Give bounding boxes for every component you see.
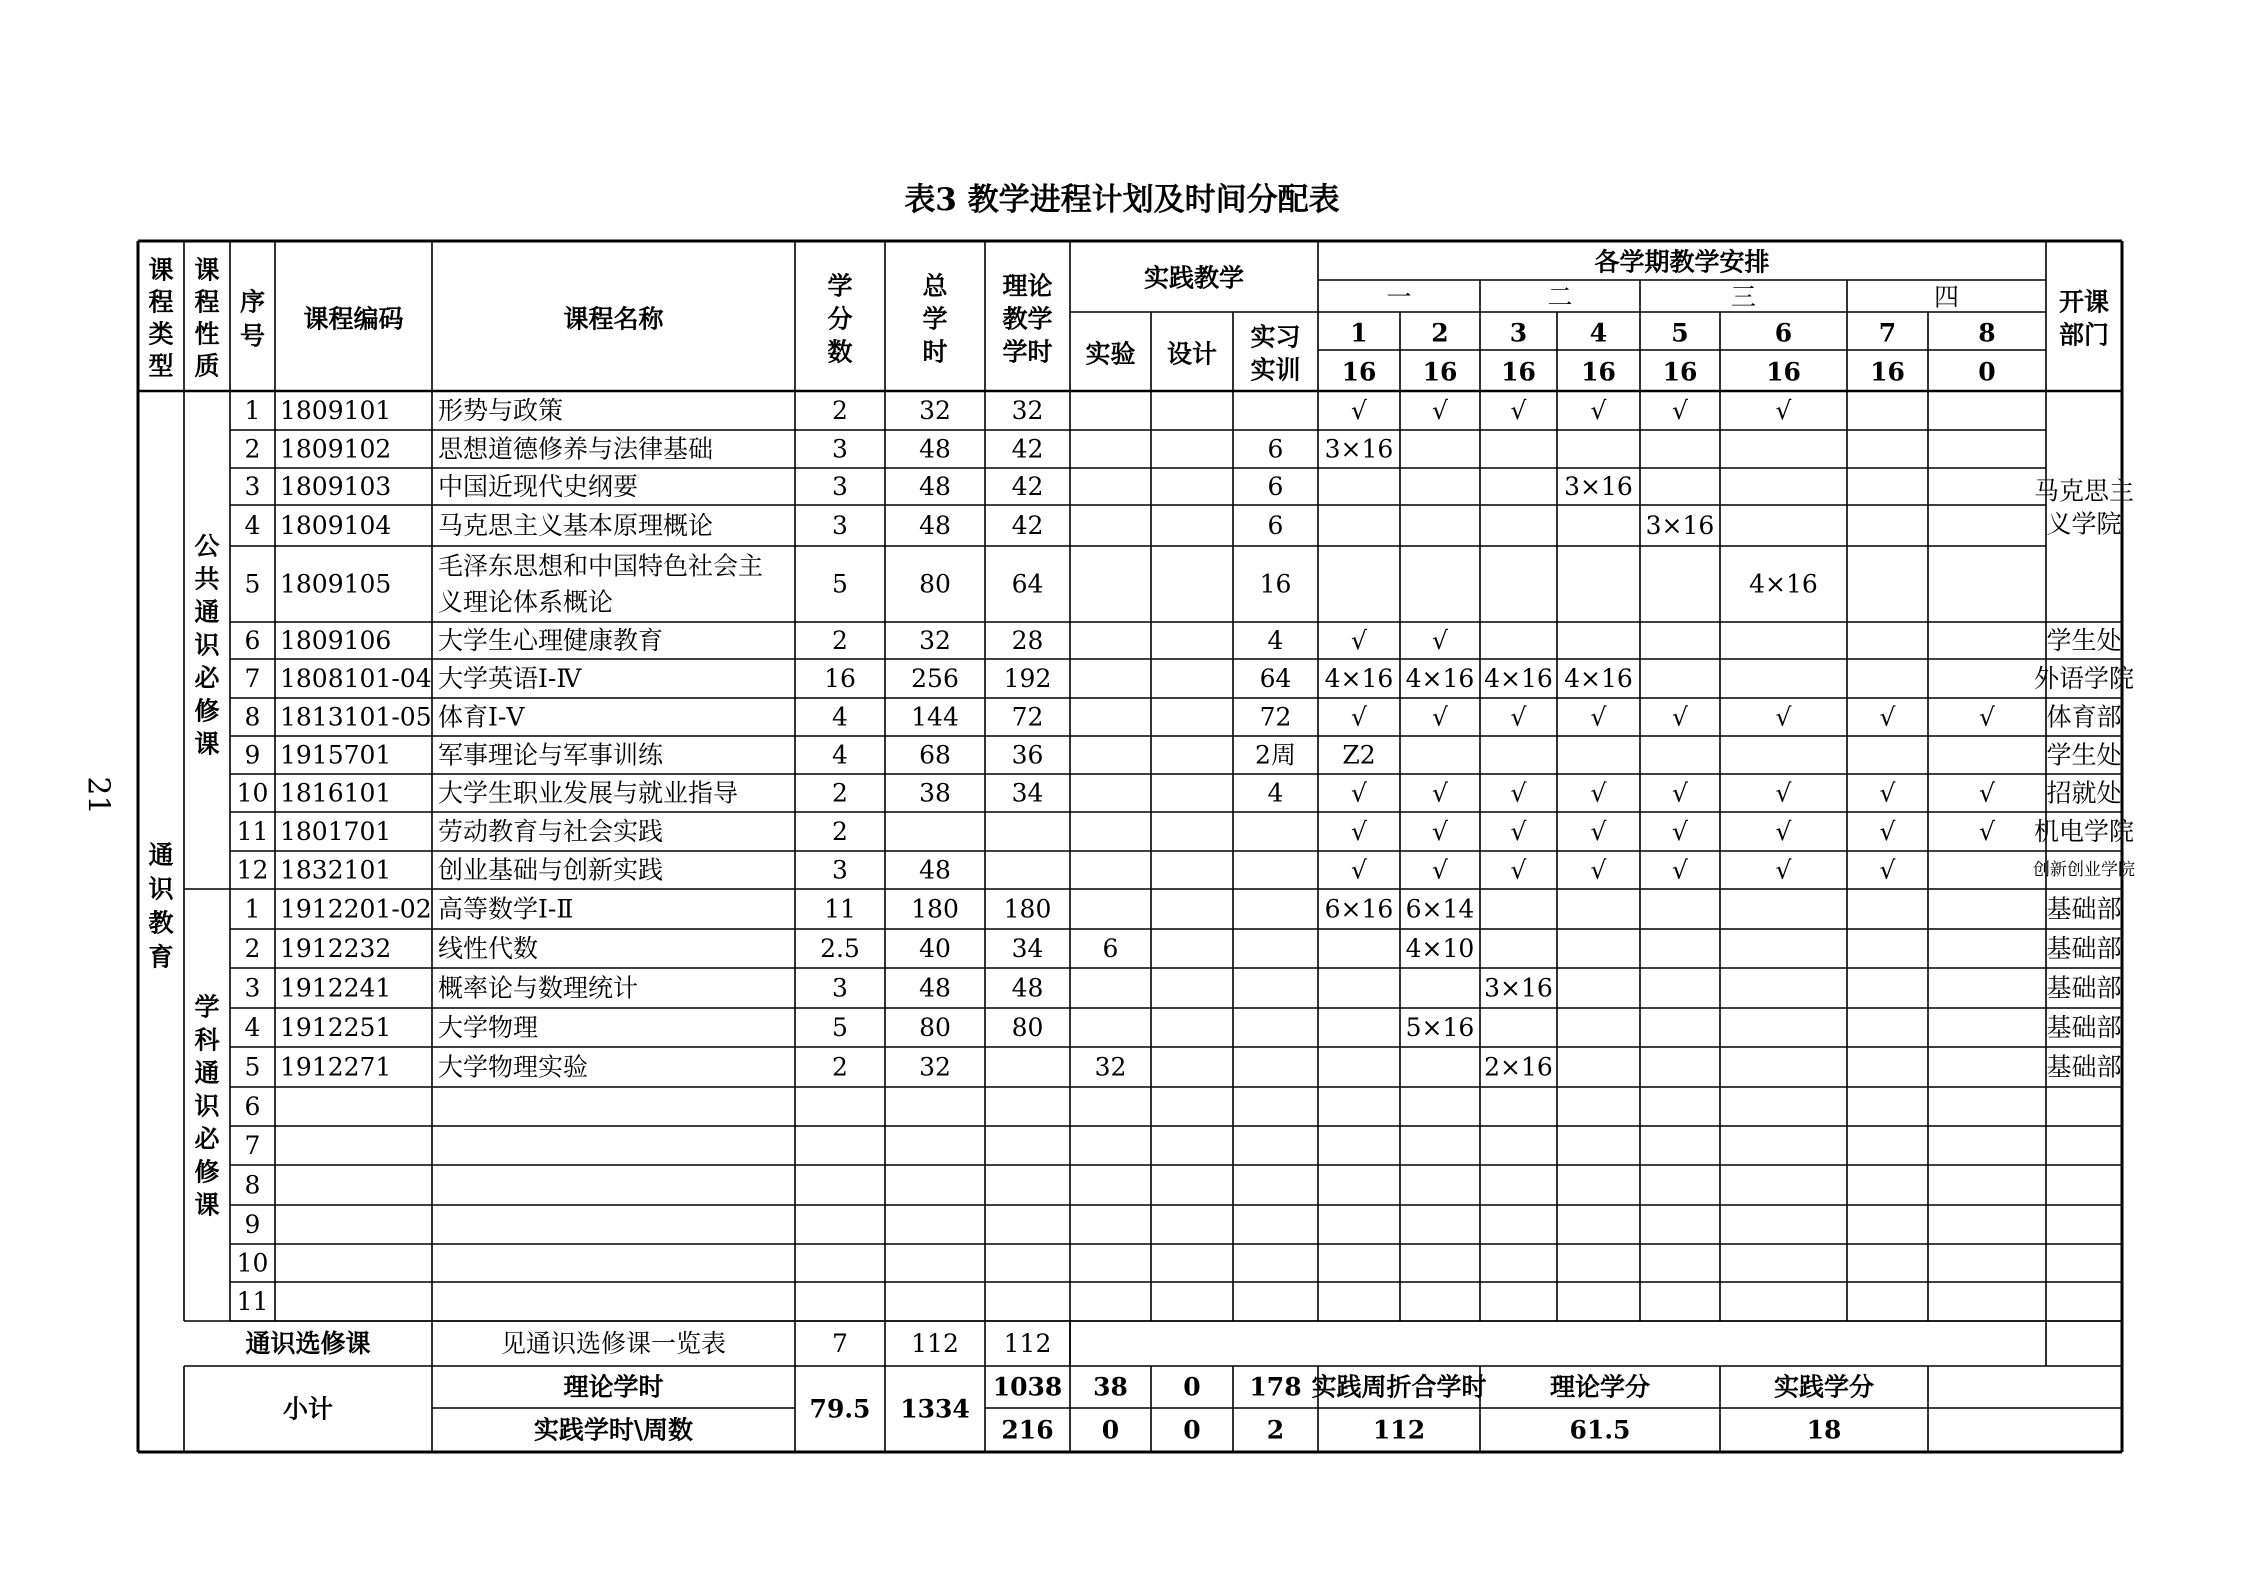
- group-label-public: 修: [194, 696, 220, 726]
- row-code: 1809105: [280, 569, 392, 599]
- header-semester: 7: [1878, 318, 1897, 348]
- row-code: 1915701: [280, 740, 392, 770]
- row-semester-cell: √: [1775, 702, 1792, 732]
- row-credit: 3: [832, 511, 848, 540]
- row-theory-hours: 32: [1011, 396, 1044, 425]
- header-course-nature: 性: [194, 319, 220, 349]
- row-semester-cell: 5×16: [1405, 1013, 1475, 1042]
- row-name: 概率论与数理统计: [438, 973, 639, 1003]
- row-experiment: 6: [1102, 934, 1119, 963]
- row-code: 1808101-04: [280, 664, 432, 693]
- row-semester-cell: 3×16: [1564, 472, 1633, 501]
- elective-label: 通识选修课: [245, 1329, 371, 1358]
- practice-credit-label: 实践学分: [1773, 1372, 1875, 1402]
- row-name: 大学物理: [438, 1013, 539, 1042]
- row-total-hours: 80: [919, 569, 951, 599]
- header-code: 课程编码: [303, 304, 404, 334]
- row-internship: 4: [1267, 778, 1284, 808]
- header-total-hours: 时: [922, 337, 948, 367]
- header-internship: 实训: [1250, 355, 1301, 385]
- header-practice: 实践教学: [1143, 263, 1245, 293]
- header-weeks: 16: [1501, 357, 1536, 387]
- header-semester: 4: [1589, 318, 1608, 348]
- group-label-public: 识: [194, 630, 220, 660]
- header-year: 二: [1547, 282, 1573, 312]
- row-code: 1813101-05: [280, 702, 432, 732]
- row-theory-hours: 34: [1011, 934, 1044, 963]
- header-course-nature: 质: [194, 351, 220, 381]
- row-semester-cell: 4×16: [1324, 664, 1394, 693]
- elective-total-hours: 112: [911, 1329, 959, 1358]
- row-semester-cell: √: [1432, 396, 1448, 425]
- row-name: 大学生职业发展与就业指导: [438, 778, 739, 808]
- row-seq: 8: [244, 702, 261, 732]
- row-semester-cell: √: [1432, 702, 1448, 732]
- header-weeks: 16: [1341, 357, 1377, 387]
- subtotal-theory-label: 理论学时: [563, 1372, 664, 1402]
- header-weeks: 0: [1978, 357, 1996, 387]
- row-total-hours: 144: [911, 702, 959, 732]
- row-code: 1809104: [280, 511, 392, 540]
- row-semester-cell: √: [1672, 855, 1688, 885]
- row-seq: 11: [236, 817, 269, 846]
- subtotal-value: 38: [1093, 1372, 1128, 1402]
- header-theory-hours: 理论: [1002, 271, 1053, 301]
- row-credit: 2: [832, 778, 848, 808]
- row-semester-cell: 4×16: [1484, 664, 1553, 693]
- category-label: 教: [148, 908, 174, 938]
- elective-theory-hours: 112: [1003, 1329, 1052, 1358]
- subtotal-value: 0: [1101, 1415, 1120, 1445]
- row-credit: 5: [832, 1013, 848, 1042]
- row-internship: 72: [1259, 702, 1292, 732]
- row-semester-cell: √: [1590, 702, 1607, 732]
- row-internship: 6: [1267, 434, 1284, 464]
- header-course-type: 型: [148, 351, 174, 381]
- group-label-public: 通: [194, 597, 220, 627]
- header-year: 三: [1730, 282, 1757, 312]
- row-department: 招就处: [2046, 778, 2122, 808]
- row-code: 1809101: [280, 396, 392, 425]
- header-department: 开课: [2058, 287, 2110, 317]
- group-label-subject: 必: [194, 1124, 220, 1154]
- header-course-nature: 程: [194, 287, 220, 317]
- row-department: 基础部: [2046, 973, 2122, 1003]
- row-semester-cell: √: [1672, 778, 1688, 808]
- row-semester-cell: √: [1590, 778, 1607, 808]
- row-seq: 2: [244, 434, 261, 464]
- row-semester-cell: √: [1351, 855, 1367, 885]
- group-label-subject: 课: [194, 1190, 220, 1220]
- row-total-hours: 38: [919, 778, 951, 808]
- row-seq: 6: [244, 626, 261, 655]
- row-semester-cell: √: [1775, 817, 1792, 846]
- row-name: 体育Ⅰ-Ⅴ: [438, 702, 525, 732]
- row-total-hours: 48: [919, 511, 951, 540]
- row-theory-hours: 28: [1011, 626, 1044, 655]
- header-course-type: 程: [148, 287, 174, 317]
- header-weeks: 16: [1581, 357, 1616, 387]
- subtotal-value: 2: [1266, 1415, 1285, 1445]
- row-code: 1816101: [280, 778, 392, 808]
- row-internship: 6: [1267, 472, 1284, 501]
- row-semester-cell: √: [1590, 855, 1607, 885]
- row-semester-cell: √: [1879, 778, 1896, 808]
- subtotal-practice-label: 实践学时\周数: [533, 1415, 694, 1445]
- row-department: 基础部: [2046, 934, 2122, 963]
- row-name: 军事理论与军事训练: [438, 740, 664, 770]
- header-internship: 实习: [1250, 322, 1301, 352]
- row-name: 创业基础与创新实践: [438, 855, 664, 885]
- row-semester-cell: √: [1510, 396, 1527, 425]
- row-credit: 5: [832, 569, 848, 599]
- elective-credit: 7: [832, 1329, 848, 1358]
- header-semester: 8: [1978, 318, 1996, 348]
- row-department: 学生处: [2046, 626, 2122, 655]
- row-department: 体育部: [2046, 702, 2122, 732]
- row-semester-cell: √: [1432, 778, 1448, 808]
- row-semester-cell: √: [1775, 778, 1792, 808]
- row-code: 1912251: [280, 1013, 392, 1042]
- row-code: 1912232: [280, 934, 392, 963]
- header-seq: 序: [239, 287, 266, 317]
- header-semester: 1: [1350, 318, 1368, 348]
- theory-credit-value: 61.5: [1569, 1415, 1631, 1445]
- row-seq: 5: [244, 1052, 261, 1082]
- row-seq: 6: [244, 1092, 261, 1121]
- row-internship: 4: [1267, 626, 1284, 655]
- row-semester-cell: √: [1351, 817, 1367, 846]
- row-code: 1912241: [280, 973, 392, 1003]
- row-credit: 3: [832, 855, 848, 885]
- subtotal-label: 小计: [282, 1394, 334, 1424]
- row-seq: 9: [244, 740, 261, 770]
- row-semester-cell: √: [1879, 702, 1896, 732]
- row-semester-cell: √: [1590, 396, 1607, 425]
- header-semester: 5: [1671, 318, 1689, 348]
- group-label-subject: 通: [194, 1058, 220, 1088]
- row-semester-cell: √: [1672, 702, 1688, 732]
- row-name: 形势与政策: [438, 396, 564, 425]
- row-name: 大学物理实验: [438, 1052, 589, 1082]
- row-semester-cell: √: [1432, 817, 1448, 846]
- row-seq: 9: [244, 1210, 261, 1239]
- row-semester-cell: √: [1775, 396, 1792, 425]
- row-department: 创新创业学院: [2033, 860, 2135, 880]
- row-total-hours: 48: [919, 855, 951, 885]
- row-seq: 10: [236, 778, 269, 808]
- row-seq: 7: [244, 1131, 261, 1160]
- row-experiment: 32: [1094, 1052, 1127, 1082]
- group-label-public: 公: [194, 531, 220, 561]
- row-semester-cell: 4×16: [1564, 664, 1633, 693]
- category-label: 通: [148, 840, 174, 870]
- row-semester-cell: Z2: [1342, 740, 1376, 770]
- subtotal-value: 216: [1001, 1415, 1054, 1445]
- row-department: 机电学院: [2033, 817, 2135, 846]
- row-total-hours: 40: [919, 934, 951, 963]
- header-credits: 分: [827, 304, 853, 334]
- header-department: 部门: [2058, 320, 2110, 350]
- row-name: 劳动教育与社会实践: [438, 817, 664, 846]
- header-total-hours: 学: [922, 304, 948, 334]
- row-code: 1912201-02: [280, 894, 432, 924]
- practice-credit-value: 18: [1806, 1415, 1842, 1445]
- header-design: 设计: [1166, 339, 1218, 369]
- practice-week-value: 112: [1372, 1415, 1426, 1445]
- header-experiment: 实验: [1085, 339, 1136, 369]
- header-weeks: 16: [1766, 357, 1801, 387]
- row-theory-hours: 180: [1003, 894, 1052, 924]
- row-semester-cell: √: [1979, 817, 1995, 846]
- row-department: 基础部: [2046, 894, 2122, 924]
- row-total-hours: 32: [919, 626, 951, 655]
- row-credit: 4: [832, 702, 848, 732]
- group-label-public: 课: [194, 729, 220, 759]
- row-semester-cell: √: [1775, 855, 1792, 885]
- header-theory-hours: 学时: [1002, 337, 1053, 367]
- row-seq: 1: [244, 396, 261, 425]
- header-course-type: 类: [148, 319, 174, 349]
- row-internship: 64: [1259, 664, 1292, 693]
- row-internship: 16: [1259, 569, 1292, 599]
- row-code: 1809102: [280, 434, 392, 464]
- row-seq: 4: [244, 1013, 261, 1042]
- row-semester-cell: 2×16: [1484, 1052, 1553, 1082]
- row-name: 义理论体系概论: [438, 587, 614, 617]
- practice-week-label: 实践周折合学时: [1311, 1372, 1487, 1402]
- header-course-nature: 课: [194, 255, 220, 285]
- category-label: 识: [148, 874, 174, 904]
- row-credit: 2.5: [820, 934, 860, 963]
- row-name: 中国近现代史纲要: [438, 472, 639, 501]
- theory-credit-label: 理论学分: [1549, 1372, 1651, 1402]
- row-credit: 2: [832, 396, 848, 425]
- header-schedule: 各学期教学安排: [1594, 247, 1770, 277]
- subtotal-credit: 79.5: [809, 1394, 871, 1424]
- header-credits: 学: [827, 271, 853, 301]
- header-weeks: 16: [1870, 357, 1905, 387]
- row-semester-cell: √: [1510, 778, 1527, 808]
- row-credit: 11: [824, 894, 856, 924]
- row-semester-cell: √: [1510, 702, 1527, 732]
- row-total-hours: 180: [911, 894, 959, 924]
- row-semester-cell: 3×16: [1645, 511, 1715, 540]
- group-label-subject: 科: [194, 1025, 220, 1055]
- row-semester-cell: √: [1979, 702, 1995, 732]
- row-semester-cell: 3×16: [1484, 973, 1553, 1003]
- row-theory-hours: 42: [1011, 511, 1044, 540]
- row-semester-cell: √: [1351, 778, 1367, 808]
- row-credit: 2: [832, 1052, 848, 1082]
- row-department: 义学院: [2046, 509, 2122, 539]
- subtotal-value: 1038: [992, 1372, 1063, 1402]
- row-semester-cell: √: [1351, 396, 1367, 425]
- row-total-hours: 48: [919, 472, 951, 501]
- row-seq: 3: [244, 973, 261, 1003]
- row-total-hours: 32: [919, 1052, 951, 1082]
- group-label-subject: 识: [194, 1091, 220, 1121]
- row-department: 马克思主: [2033, 476, 2135, 506]
- row-semester-cell: √: [1879, 817, 1896, 846]
- row-code: 1912271: [280, 1052, 392, 1082]
- row-seq: 7: [244, 664, 261, 693]
- row-semester-cell: √: [1432, 626, 1448, 655]
- group-label-subject: 修: [194, 1157, 220, 1187]
- row-semester-cell: 6×14: [1405, 894, 1475, 924]
- row-code: 1832101: [280, 855, 392, 885]
- row-theory-hours: 48: [1011, 973, 1044, 1003]
- subtotal-total-hours: 1334: [900, 1394, 970, 1424]
- row-total-hours: 32: [919, 396, 951, 425]
- row-semester-cell: √: [1351, 702, 1367, 732]
- row-semester-cell: √: [1979, 778, 1995, 808]
- header-weeks: 16: [1422, 357, 1458, 387]
- row-internship: 2周: [1255, 740, 1296, 770]
- row-name: 高等数学Ⅰ-Ⅱ: [438, 894, 574, 924]
- row-department: 基础部: [2046, 1052, 2122, 1082]
- row-total-hours: 48: [919, 973, 951, 1003]
- row-internship: 6: [1267, 511, 1284, 540]
- row-semester-cell: 4×16: [1405, 664, 1475, 693]
- header-theory-hours: 教学: [1002, 304, 1053, 334]
- row-name: 马克思主义基本原理概论: [438, 511, 714, 540]
- header-semester: 6: [1774, 318, 1793, 348]
- row-credit: 16: [824, 664, 856, 693]
- row-theory-hours: 42: [1011, 472, 1044, 501]
- row-total-hours: 80: [919, 1013, 951, 1042]
- row-semester-cell: √: [1432, 855, 1448, 885]
- row-theory-hours: 80: [1011, 1013, 1044, 1042]
- category-label: 育: [148, 942, 174, 972]
- row-seq: 12: [236, 855, 269, 885]
- row-theory-hours: 192: [1003, 664, 1052, 693]
- row-theory-hours: 36: [1011, 740, 1044, 770]
- row-total-hours: 48: [919, 434, 951, 464]
- row-semester-cell: 6×16: [1324, 894, 1394, 924]
- header-credits: 数: [827, 337, 853, 367]
- row-seq: 4: [244, 511, 261, 540]
- subtotal-value: 178: [1249, 1372, 1302, 1402]
- row-credit: 3: [832, 434, 848, 464]
- row-theory-hours: 34: [1011, 778, 1044, 808]
- row-semester-cell: √: [1510, 855, 1527, 885]
- header-semester: 2: [1431, 318, 1449, 348]
- subtotal-value: 0: [1183, 1415, 1201, 1445]
- row-semester-cell: 4×16: [1749, 569, 1818, 599]
- row-code: 1809103: [280, 472, 392, 501]
- row-department: 外语学院: [2033, 664, 2135, 693]
- page-number: 21: [80, 776, 116, 815]
- row-semester-cell: 3×16: [1324, 434, 1394, 464]
- row-credit: 3: [832, 472, 848, 501]
- row-seq: 2: [244, 934, 261, 963]
- table-title: 表3 教学进程计划及时间分配表: [904, 182, 1340, 218]
- row-total-hours: 68: [919, 740, 951, 770]
- row-semester-cell: √: [1590, 817, 1607, 846]
- row-semester-cell: √: [1672, 817, 1688, 846]
- header-weeks: 16: [1662, 357, 1698, 387]
- row-code: 1809106: [280, 626, 392, 655]
- header-course-type: 课: [148, 255, 174, 285]
- row-code: 1801701: [280, 817, 392, 846]
- header-year: 四: [1933, 282, 1960, 312]
- header-semester: 3: [1509, 318, 1528, 348]
- row-semester-cell: √: [1510, 817, 1527, 846]
- row-name: 毛泽东思想和中国特色社会主: [438, 551, 764, 581]
- row-theory-hours: 42: [1011, 434, 1044, 464]
- row-name: 思想道德修养与法律基础: [438, 434, 714, 464]
- row-seq: 3: [244, 472, 261, 501]
- row-total-hours: 256: [911, 664, 959, 693]
- subtotal-value: 0: [1183, 1372, 1201, 1402]
- row-credit: 2: [832, 626, 848, 655]
- row-name: 线性代数: [438, 934, 539, 963]
- row-name: 大学生心理健康教育: [438, 626, 664, 655]
- row-seq: 10: [236, 1248, 269, 1278]
- header-name: 课程名称: [563, 304, 664, 334]
- row-semester-cell: √: [1672, 396, 1688, 425]
- row-semester-cell: √: [1879, 855, 1896, 885]
- row-credit: 4: [832, 740, 848, 770]
- row-credit: 3: [832, 973, 848, 1003]
- group-label-public: 共: [194, 564, 220, 594]
- row-theory-hours: 72: [1011, 702, 1044, 732]
- header-seq: 号: [239, 321, 266, 351]
- header-year: 一: [1386, 282, 1412, 312]
- row-seq: 11: [236, 1287, 269, 1316]
- group-label-subject: 学: [194, 992, 220, 1022]
- row-seq: 1: [244, 894, 261, 924]
- row-seq: 8: [244, 1170, 261, 1200]
- row-department: 学生处: [2046, 740, 2122, 770]
- elective-name: 见通识选修课一览表: [500, 1329, 727, 1358]
- row-semester-cell: √: [1351, 626, 1367, 655]
- row-seq: 5: [244, 569, 261, 599]
- group-label-public: 必: [194, 663, 220, 693]
- row-credit: 2: [832, 817, 848, 846]
- row-theory-hours: 64: [1011, 569, 1044, 599]
- row-department: 基础部: [2046, 1013, 2122, 1042]
- header-total-hours: 总: [922, 271, 948, 301]
- row-name: 大学英语Ⅰ-Ⅳ: [438, 664, 582, 693]
- row-semester-cell: 4×10: [1405, 934, 1475, 963]
